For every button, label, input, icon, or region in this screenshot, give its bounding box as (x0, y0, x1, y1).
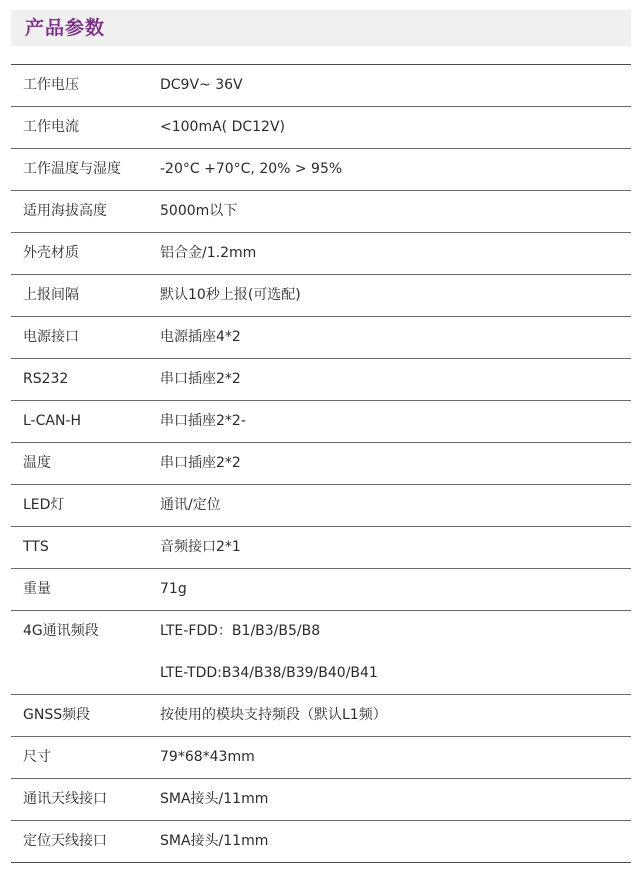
table-row (11, 527, 631, 569)
table-row (11, 317, 631, 359)
row-value: 5000m以下 (160, 203, 238, 219)
row-value: <100mA( DC12V) (160, 119, 285, 135)
row-value: 79*68*43mm (160, 749, 255, 765)
row-label: 尺寸 (23, 749, 51, 765)
row-label: GNSS频段 (23, 707, 91, 723)
spec-table (11, 64, 631, 863)
table-row (11, 65, 631, 107)
row-value: SMA接头/11mm (160, 833, 269, 849)
table-row (11, 275, 631, 317)
row-label: 工作电压 (23, 77, 79, 93)
row-label: 4G通讯频段 (23, 623, 99, 639)
row-value: 串口插座2*2 (160, 455, 241, 471)
row-value: LTE-FDD：B1/B3/B5/B8 (160, 623, 321, 639)
row-label: 工作温度与湿度 (23, 161, 121, 177)
row-label: 电源接口 (23, 329, 79, 345)
row-value: 通讯/定位 (160, 497, 221, 513)
row-value: 71g (160, 581, 187, 597)
table-row (11, 401, 631, 443)
row-label: 适用海拔高度 (23, 203, 107, 219)
table-row (11, 191, 631, 233)
row-value: 铝合金/1.2mm (160, 245, 257, 261)
table-row (11, 611, 631, 695)
row-value: 按使用的模块支持频段（默认L1频） (160, 707, 387, 723)
row-value: SMA接头/11mm (160, 791, 269, 807)
row-label: 外壳材质 (23, 245, 79, 261)
row-value: 串口插座2*2- (160, 413, 246, 429)
row-label: 上报间隔 (23, 287, 79, 303)
table-row (11, 569, 631, 611)
row-label: TTS (23, 539, 49, 555)
row-label: 工作电流 (23, 119, 79, 135)
section-header (11, 10, 631, 46)
row-label: 定位天线接口 (23, 833, 107, 849)
table-row (11, 695, 631, 737)
row-label: 温度 (23, 455, 51, 471)
row-value-secondary: LTE-TDD:B34/B38/B39/B40/B41 (160, 665, 378, 681)
row-label: L-CAN-H (23, 413, 82, 429)
row-label: 通讯天线接口 (23, 791, 107, 807)
table-row (11, 443, 631, 485)
table-row (11, 779, 631, 821)
row-value: 串口插座2*2 (160, 371, 241, 387)
row-label: LED灯 (23, 497, 65, 513)
table-row (11, 737, 631, 779)
table-row (11, 149, 631, 191)
table-row (11, 359, 631, 401)
row-value: 音频接口2*1 (160, 539, 241, 555)
table-row (11, 821, 631, 863)
table-row (11, 107, 631, 149)
section-title: 产品参数 (25, 17, 106, 39)
row-label: RS232 (23, 371, 69, 387)
row-value: DC9V~ 36V (160, 77, 243, 93)
table-row (11, 233, 631, 275)
row-value: 电源插座4*2 (160, 329, 241, 345)
table-row (11, 485, 631, 527)
row-value: -20°C +70°C, 20% > 95% (160, 161, 343, 177)
row-label: 重量 (23, 581, 51, 597)
row-value: 默认10秒上报(可选配) (160, 287, 301, 303)
